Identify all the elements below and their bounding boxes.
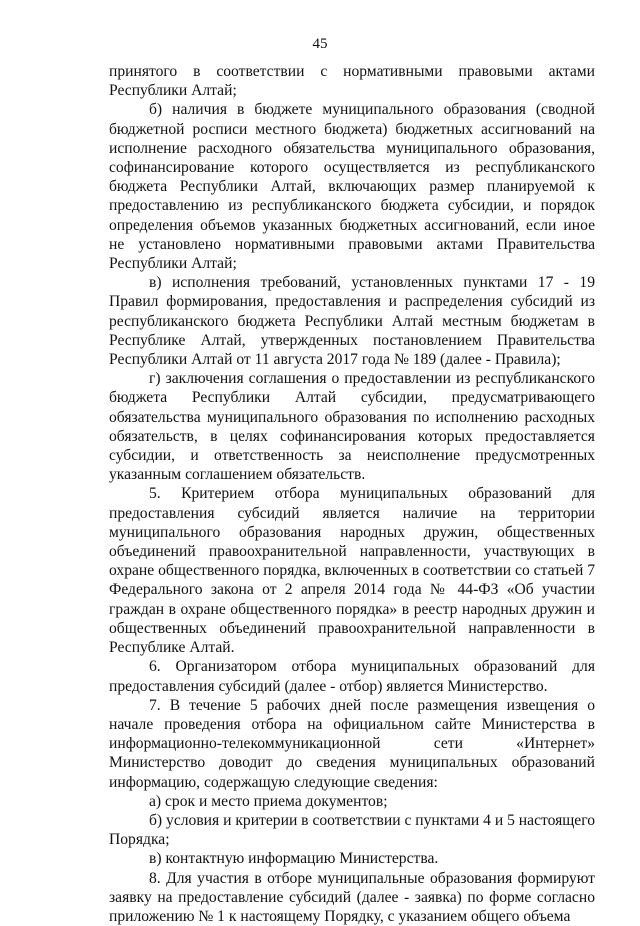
paragraph: принятого в соответствии с нормативными правовыми актами Республики Алтай;	[109, 63, 595, 100]
paragraph: а) срок и место приема документов;	[149, 792, 388, 810]
page-number: 45	[312, 36, 328, 52]
paragraph: в) исполнения требований, установленных пунктами 17 - 19 Правил формирования, предоставления и распределения субсидий из республиканского бюджета Республики Алтай местным бюджетам в Республике Алтай, утвержденных постановлением Правительства Республики Алтай от 11 августа 2017 года № 189 (далее - Правила);	[109, 274, 595, 369]
paragraph: в) контактную информацию Министерства.	[149, 850, 439, 868]
paragraph: б) наличия в бюджете муниципального образования (сводной бюджетной росписи местного бюджета) бюджетных ассигнований на исполнение расходного обязательства муниципального образования, софинансирование которого осуществляется из республиканского бюджета Республики Алтай, включающих размер планируемой к предоставлению из республиканского бюджета субсидии, и порядок определения объемов указанных бюджетных ассигнований, если иное не установлено нормативными правовыми актами Правительства Республики Алтай;	[109, 101, 595, 273]
paragraph: б) условия и критерии в соответствии с пунктами 4 и 5 настоящего Порядка;	[109, 811, 596, 849]
paragraph: 5. Критерием отбора муниципальных образований для предоставления субсидий является наличие на территории муниципального образования народных дружин, общественных объединений правоохранительной направленности, участвующих в охране общественного порядка, включенных в соответствии со статьей 7 Федерального закона от 2 апреля 2014 года № 44-ФЗ «Об участии граждан в охране общественного порядка» в реестр народных дружин и общественных объединений правоохранительной направленности в Республике Алтай.	[109, 485, 595, 657]
paragraph: 8. Для участия в отборе муниципальные образования формируют заявку на предоставление субсидий (далее - заявка) по форме согласно приложению № 1 к настоящему Порядку, с указанием общего объема	[109, 869, 595, 925]
paragraph: 7. В течение 5 рабочих дней после размещения извещения о начале проведения отбора на официальном сайте Министерства в информационно-телекоммуникационной сети «Интернет» Министерство доводит до сведения муниципальных образований информацию, содержащую следующие сведения:	[109, 696, 595, 791]
paragraph: 6. Организатором отбора муниципальных образований для предоставления субсидий (далее - отбор) является Министерство.	[109, 658, 595, 695]
document-body	[109, 62, 595, 926]
paragraph: г) заключения соглашения о предоставлении из республиканского бюджета Республики Алтай субсидии, предусматривающего обязательства муниципального образования по исполнению расходных обязательств, в целях софинансирования которых предоставляется субсидии, и ответственность за неисполнение предусмотренных указанным соглашением обязательств.	[109, 370, 595, 484]
